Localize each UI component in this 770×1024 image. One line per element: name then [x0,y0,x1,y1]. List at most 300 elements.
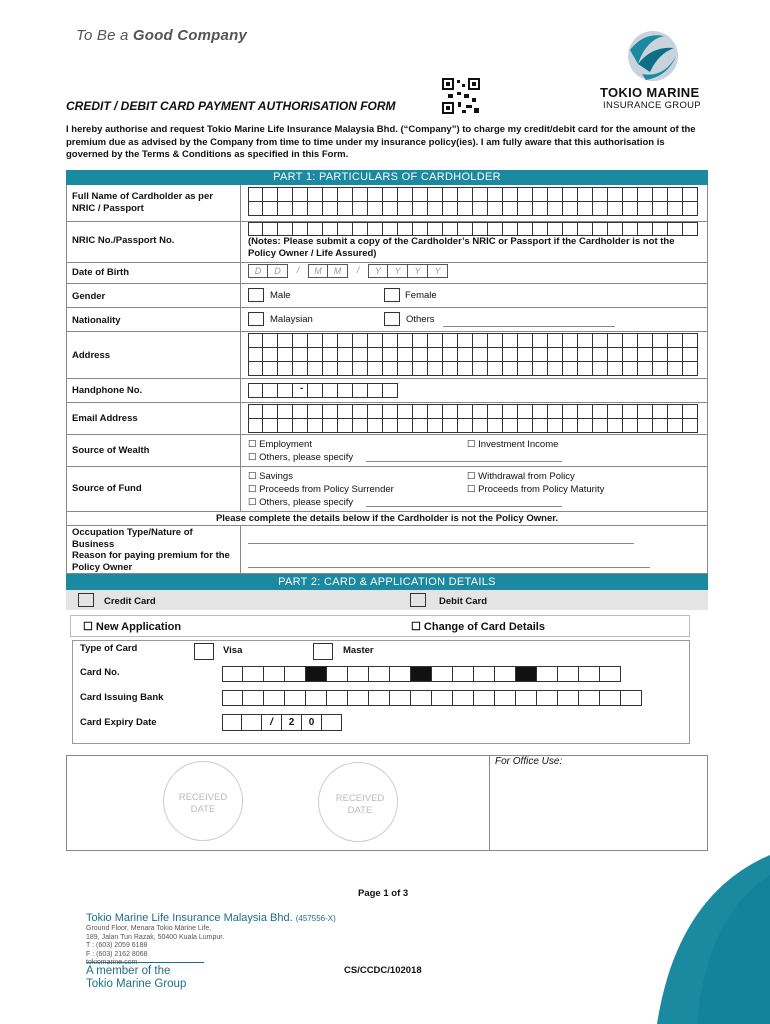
char-box[interactable] [458,404,473,419]
char-box[interactable] [533,187,548,202]
char-box[interactable] [473,418,488,433]
bank-char-box[interactable] [285,690,306,706]
bank-char-box[interactable] [222,690,243,706]
address-boxes[interactable] [248,333,698,376]
char-box[interactable] [563,222,578,236]
reason-line[interactable] [248,567,650,568]
char-box[interactable] [503,222,518,236]
char-box[interactable] [518,418,533,433]
char-box[interactable] [368,333,383,348]
char-box[interactable] [308,383,323,398]
fund-withdrawal-option[interactable]: ☐ Withdrawal from Policy [467,471,575,482]
new-application-option[interactable]: ☐ New Application [83,621,182,633]
char-box[interactable] [323,347,338,362]
char-box[interactable] [383,222,398,236]
char-box[interactable] [488,361,503,376]
char-box[interactable] [278,333,293,348]
char-box[interactable] [398,418,413,433]
char-box[interactable] [323,361,338,376]
char-box[interactable] [563,361,578,376]
char-box[interactable] [578,187,593,202]
char-box[interactable] [368,383,383,398]
char-box[interactable] [578,201,593,216]
char-box[interactable] [443,404,458,419]
char-box[interactable] [383,361,398,376]
char-box[interactable] [308,333,323,348]
char-box[interactable] [413,404,428,419]
fund-savings-option[interactable]: ☐ Savings [248,471,293,482]
char-box[interactable] [578,333,593,348]
char-box[interactable] [308,361,323,376]
char-box[interactable] [278,222,293,236]
master-checkbox[interactable] [313,643,333,660]
credit-card-checkbox[interactable] [78,593,94,607]
char-box[interactable] [518,187,533,202]
char-box[interactable] [668,201,683,216]
char-box[interactable] [308,404,323,419]
char-box[interactable] [338,333,353,348]
char-box[interactable] [578,222,593,236]
char-box[interactable] [623,361,638,376]
char-box[interactable] [338,418,353,433]
char-box[interactable] [413,187,428,202]
char-box[interactable] [623,187,638,202]
char-box[interactable] [308,418,323,433]
char-box[interactable] [533,418,548,433]
char-box[interactable] [548,347,563,362]
char-box[interactable] [428,404,443,419]
char-box[interactable] [503,187,518,202]
char-box[interactable] [563,187,578,202]
char-box[interactable] [608,404,623,419]
char-box[interactable] [248,404,263,419]
char-box[interactable] [368,361,383,376]
char-box[interactable] [578,418,593,433]
char-box[interactable] [428,201,443,216]
char-box[interactable] [338,404,353,419]
char-box[interactable] [398,404,413,419]
char-box[interactable] [443,222,458,236]
char-box[interactable] [353,201,368,216]
char-box[interactable] [653,333,668,348]
bank-char-box[interactable] [369,690,390,706]
char-box[interactable] [248,222,263,236]
char-box[interactable] [473,187,488,202]
card-digit-box[interactable] [537,666,558,682]
char-box[interactable] [323,383,338,398]
char-box[interactable] [623,222,638,236]
char-box[interactable] [518,333,533,348]
char-box[interactable] [653,347,668,362]
char-box[interactable] [278,347,293,362]
char-box[interactable] [488,333,503,348]
char-box[interactable] [533,201,548,216]
occupation-line[interactable] [248,543,634,544]
char-box[interactable] [263,333,278,348]
bank-char-box[interactable] [348,690,369,706]
char-box[interactable] [323,404,338,419]
char-box[interactable] [608,418,623,433]
others-specify-line[interactable] [443,326,615,327]
char-box[interactable] [383,187,398,202]
bank-char-box[interactable] [306,690,327,706]
visa-checkbox[interactable] [194,643,214,660]
char-box[interactable] [683,347,698,362]
char-box[interactable] [638,404,653,419]
dob-char-box[interactable]: Y [408,264,428,278]
char-box[interactable] [593,222,608,236]
char-box[interactable] [503,347,518,362]
char-box[interactable] [413,418,428,433]
bank-char-box[interactable] [621,690,642,706]
char-box[interactable] [518,404,533,419]
expiry-boxes[interactable] [222,714,342,731]
char-box[interactable] [653,418,668,433]
char-box[interactable] [263,187,278,202]
char-box[interactable] [668,404,683,419]
char-box[interactable] [338,201,353,216]
char-box[interactable] [548,187,563,202]
handphone-boxes[interactable] [248,383,398,398]
char-box[interactable] [488,418,503,433]
fund-maturity-option[interactable]: ☐ Proceeds from Policy Maturity [467,484,605,495]
char-box[interactable] [638,333,653,348]
bank-char-box[interactable] [264,690,285,706]
char-box[interactable] [458,222,473,236]
char-box[interactable] [263,201,278,216]
char-box[interactable] [458,347,473,362]
bank-char-box[interactable] [474,690,495,706]
char-box[interactable] [293,187,308,202]
wealth-others-option[interactable]: ☐ Others, please specify [248,452,354,463]
bank-char-box[interactable] [243,690,264,706]
char-box[interactable] [623,347,638,362]
char-box[interactable] [398,361,413,376]
char-box[interactable] [323,187,338,202]
char-box[interactable] [293,347,308,362]
char-box[interactable] [608,347,623,362]
full-name-boxes[interactable] [248,187,698,216]
char-box[interactable] [683,201,698,216]
card-digit-box[interactable] [600,666,621,682]
card-digit-box[interactable] [327,666,348,682]
char-box[interactable] [488,201,503,216]
char-box[interactable] [533,404,548,419]
card-digit-box[interactable] [579,666,600,682]
char-box[interactable] [488,222,503,236]
char-box[interactable] [443,333,458,348]
char-box[interactable] [398,347,413,362]
char-box[interactable] [353,333,368,348]
char-box[interactable] [458,418,473,433]
char-box[interactable] [653,361,668,376]
dob-char-box[interactable]: Y [428,264,448,278]
char-box[interactable] [383,418,398,433]
char-box[interactable] [518,361,533,376]
char-box[interactable] [353,187,368,202]
char-box[interactable] [503,361,518,376]
char-box[interactable] [578,347,593,362]
char-box[interactable] [578,404,593,419]
char-box[interactable] [548,333,563,348]
char-box[interactable] [473,361,488,376]
char-box[interactable] [353,418,368,433]
char-box[interactable] [428,333,443,348]
char-box[interactable] [398,222,413,236]
char-box[interactable] [593,418,608,433]
char-box[interactable] [398,333,413,348]
dob-char-box[interactable]: M [328,264,348,278]
wealth-others-line[interactable] [366,461,562,462]
char-box[interactable] [518,347,533,362]
char-box[interactable] [623,333,638,348]
char-box[interactable] [533,333,548,348]
char-box[interactable] [293,418,308,433]
char-box[interactable] [653,201,668,216]
char-box[interactable] [443,201,458,216]
char-box[interactable] [428,222,443,236]
char-box[interactable] [413,361,428,376]
char-box[interactable] [623,201,638,216]
char-box[interactable] [578,361,593,376]
char-box[interactable] [563,418,578,433]
char-box[interactable] [653,404,668,419]
char-box[interactable] [338,347,353,362]
char-box[interactable] [473,333,488,348]
bank-char-box[interactable] [390,690,411,706]
char-box[interactable] [353,222,368,236]
card-digit-box[interactable] [495,666,516,682]
char-box[interactable] [383,404,398,419]
dob-char-box[interactable]: D [248,264,268,278]
char-box[interactable] [683,404,698,419]
char-box[interactable] [623,404,638,419]
char-box[interactable] [383,347,398,362]
char-box[interactable] [608,361,623,376]
card-digit-box[interactable] [390,666,411,682]
char-box[interactable] [548,222,563,236]
char-box[interactable] [248,347,263,362]
char-box[interactable] [428,187,443,202]
char-box[interactable] [308,187,323,202]
char-box[interactable] [458,201,473,216]
char-box[interactable] [413,347,428,362]
char-box[interactable] [458,361,473,376]
char-box[interactable] [473,347,488,362]
char-box[interactable] [368,201,383,216]
char-box[interactable] [338,222,353,236]
char-box[interactable] [638,418,653,433]
char-box[interactable] [683,361,698,376]
char-box[interactable] [503,333,518,348]
char-box[interactable] [248,333,263,348]
char-box[interactable] [278,383,293,398]
char-box[interactable] [548,201,563,216]
char-box[interactable] [248,201,263,216]
char-box[interactable] [368,187,383,202]
char-box[interactable] [458,333,473,348]
char-box[interactable] [428,347,443,362]
char-box[interactable] [533,347,548,362]
bank-char-box[interactable] [432,690,453,706]
char-box[interactable] [353,347,368,362]
char-box[interactable] [473,404,488,419]
char-box[interactable] [638,347,653,362]
char-box[interactable] [563,404,578,419]
char-box[interactable] [548,361,563,376]
change-card-option[interactable]: ☐ Change of Card Details [411,621,545,633]
char-box[interactable] [488,404,503,419]
char-box[interactable] [608,201,623,216]
char-box[interactable] [623,418,638,433]
char-box[interactable] [593,404,608,419]
bank-char-box[interactable] [558,690,579,706]
wealth-investment-option[interactable]: ☐ Investment Income [467,439,559,450]
card-number-boxes[interactable] [222,666,621,682]
char-box[interactable] [293,201,308,216]
fund-others-option[interactable]: ☐ Others, please specify [248,497,354,508]
char-box[interactable] [248,418,263,433]
char-box[interactable] [638,222,653,236]
char-box[interactable] [473,222,488,236]
char-box[interactable] [593,187,608,202]
char-box[interactable] [308,201,323,216]
card-digit-box[interactable] [474,666,495,682]
char-box[interactable] [653,222,668,236]
bank-char-box[interactable] [411,690,432,706]
char-box[interactable] [293,404,308,419]
char-box[interactable] [368,347,383,362]
char-box[interactable] [308,222,323,236]
card-digit-box[interactable] [558,666,579,682]
char-box[interactable] [668,361,683,376]
char-box[interactable] [668,347,683,362]
bank-char-box[interactable] [600,690,621,706]
char-box[interactable] [248,187,263,202]
char-box[interactable] [668,418,683,433]
char-box[interactable] [668,222,683,236]
others-checkbox[interactable] [384,312,400,326]
char-box[interactable] [653,187,668,202]
char-box[interactable] [638,187,653,202]
char-box[interactable] [368,222,383,236]
char-box[interactable] [443,187,458,202]
char-box[interactable] [443,361,458,376]
char-box[interactable] [353,404,368,419]
char-box[interactable] [323,222,338,236]
char-box[interactable] [248,361,263,376]
char-box[interactable] [428,418,443,433]
char-box[interactable] [293,333,308,348]
char-box[interactable] [548,418,563,433]
char-box[interactable] [668,333,683,348]
card-bank-boxes[interactable] [222,690,642,706]
bank-char-box[interactable] [453,690,474,706]
char-box[interactable] [683,418,698,433]
bank-char-box[interactable] [579,690,600,706]
bank-char-box[interactable] [327,690,348,706]
card-digit-box[interactable] [453,666,474,682]
char-box[interactable] [638,361,653,376]
char-box[interactable] [323,333,338,348]
char-box[interactable] [563,347,578,362]
char-box[interactable] [278,361,293,376]
char-box[interactable] [353,383,368,398]
char-box[interactable] [338,361,353,376]
card-digit-box[interactable] [222,666,243,682]
card-digit-box[interactable] [369,666,390,682]
char-box[interactable] [503,404,518,419]
char-box[interactable] [263,347,278,362]
card-digit-box[interactable] [348,666,369,682]
char-box[interactable] [563,201,578,216]
char-box[interactable] [353,361,368,376]
char-box[interactable] [263,361,278,376]
char-box[interactable] [368,418,383,433]
debit-card-checkbox[interactable] [410,593,426,607]
char-box[interactable] [563,333,578,348]
char-box[interactable] [683,333,698,348]
char-box[interactable] [683,222,698,236]
char-box[interactable] [263,404,278,419]
char-box[interactable] [323,201,338,216]
char-box[interactable] [638,201,653,216]
char-box[interactable] [263,383,278,398]
char-box[interactable] [608,187,623,202]
char-box[interactable] [593,333,608,348]
char-box[interactable] [338,383,353,398]
char-box[interactable] [488,187,503,202]
char-box[interactable] [533,222,548,236]
char-box[interactable] [593,201,608,216]
char-box[interactable] [278,418,293,433]
card-digit-box[interactable] [243,666,264,682]
bank-char-box[interactable] [537,690,558,706]
char-box[interactable] [338,187,353,202]
dob-char-box[interactable]: D [268,264,288,278]
char-box[interactable] [443,347,458,362]
char-box[interactable] [668,187,683,202]
fund-others-line[interactable] [366,506,562,507]
email-boxes[interactable] [248,404,698,433]
char-box[interactable] [263,222,278,236]
char-box[interactable] [323,418,338,433]
nric-boxes[interactable] [248,222,698,236]
card-digit-box[interactable] [432,666,453,682]
char-box[interactable] [428,361,443,376]
char-box[interactable] [593,347,608,362]
dob-boxes[interactable] [248,264,448,278]
bank-char-box[interactable] [516,690,537,706]
char-box[interactable] [473,201,488,216]
char-box[interactable] [293,361,308,376]
dob-char-box[interactable]: Y [368,264,388,278]
card-digit-box[interactable] [285,666,306,682]
char-box[interactable] [413,222,428,236]
char-box[interactable] [263,418,278,433]
char-box[interactable] [488,347,503,362]
char-box[interactable] [248,383,263,398]
char-box[interactable] [368,404,383,419]
char-box[interactable] [503,201,518,216]
char-box[interactable] [278,404,293,419]
male-checkbox[interactable] [248,288,264,302]
char-box[interactable] [458,187,473,202]
char-box[interactable] [278,187,293,202]
char-box[interactable] [518,201,533,216]
dob-char-box[interactable]: Y [388,264,408,278]
card-digit-box[interactable] [264,666,285,682]
